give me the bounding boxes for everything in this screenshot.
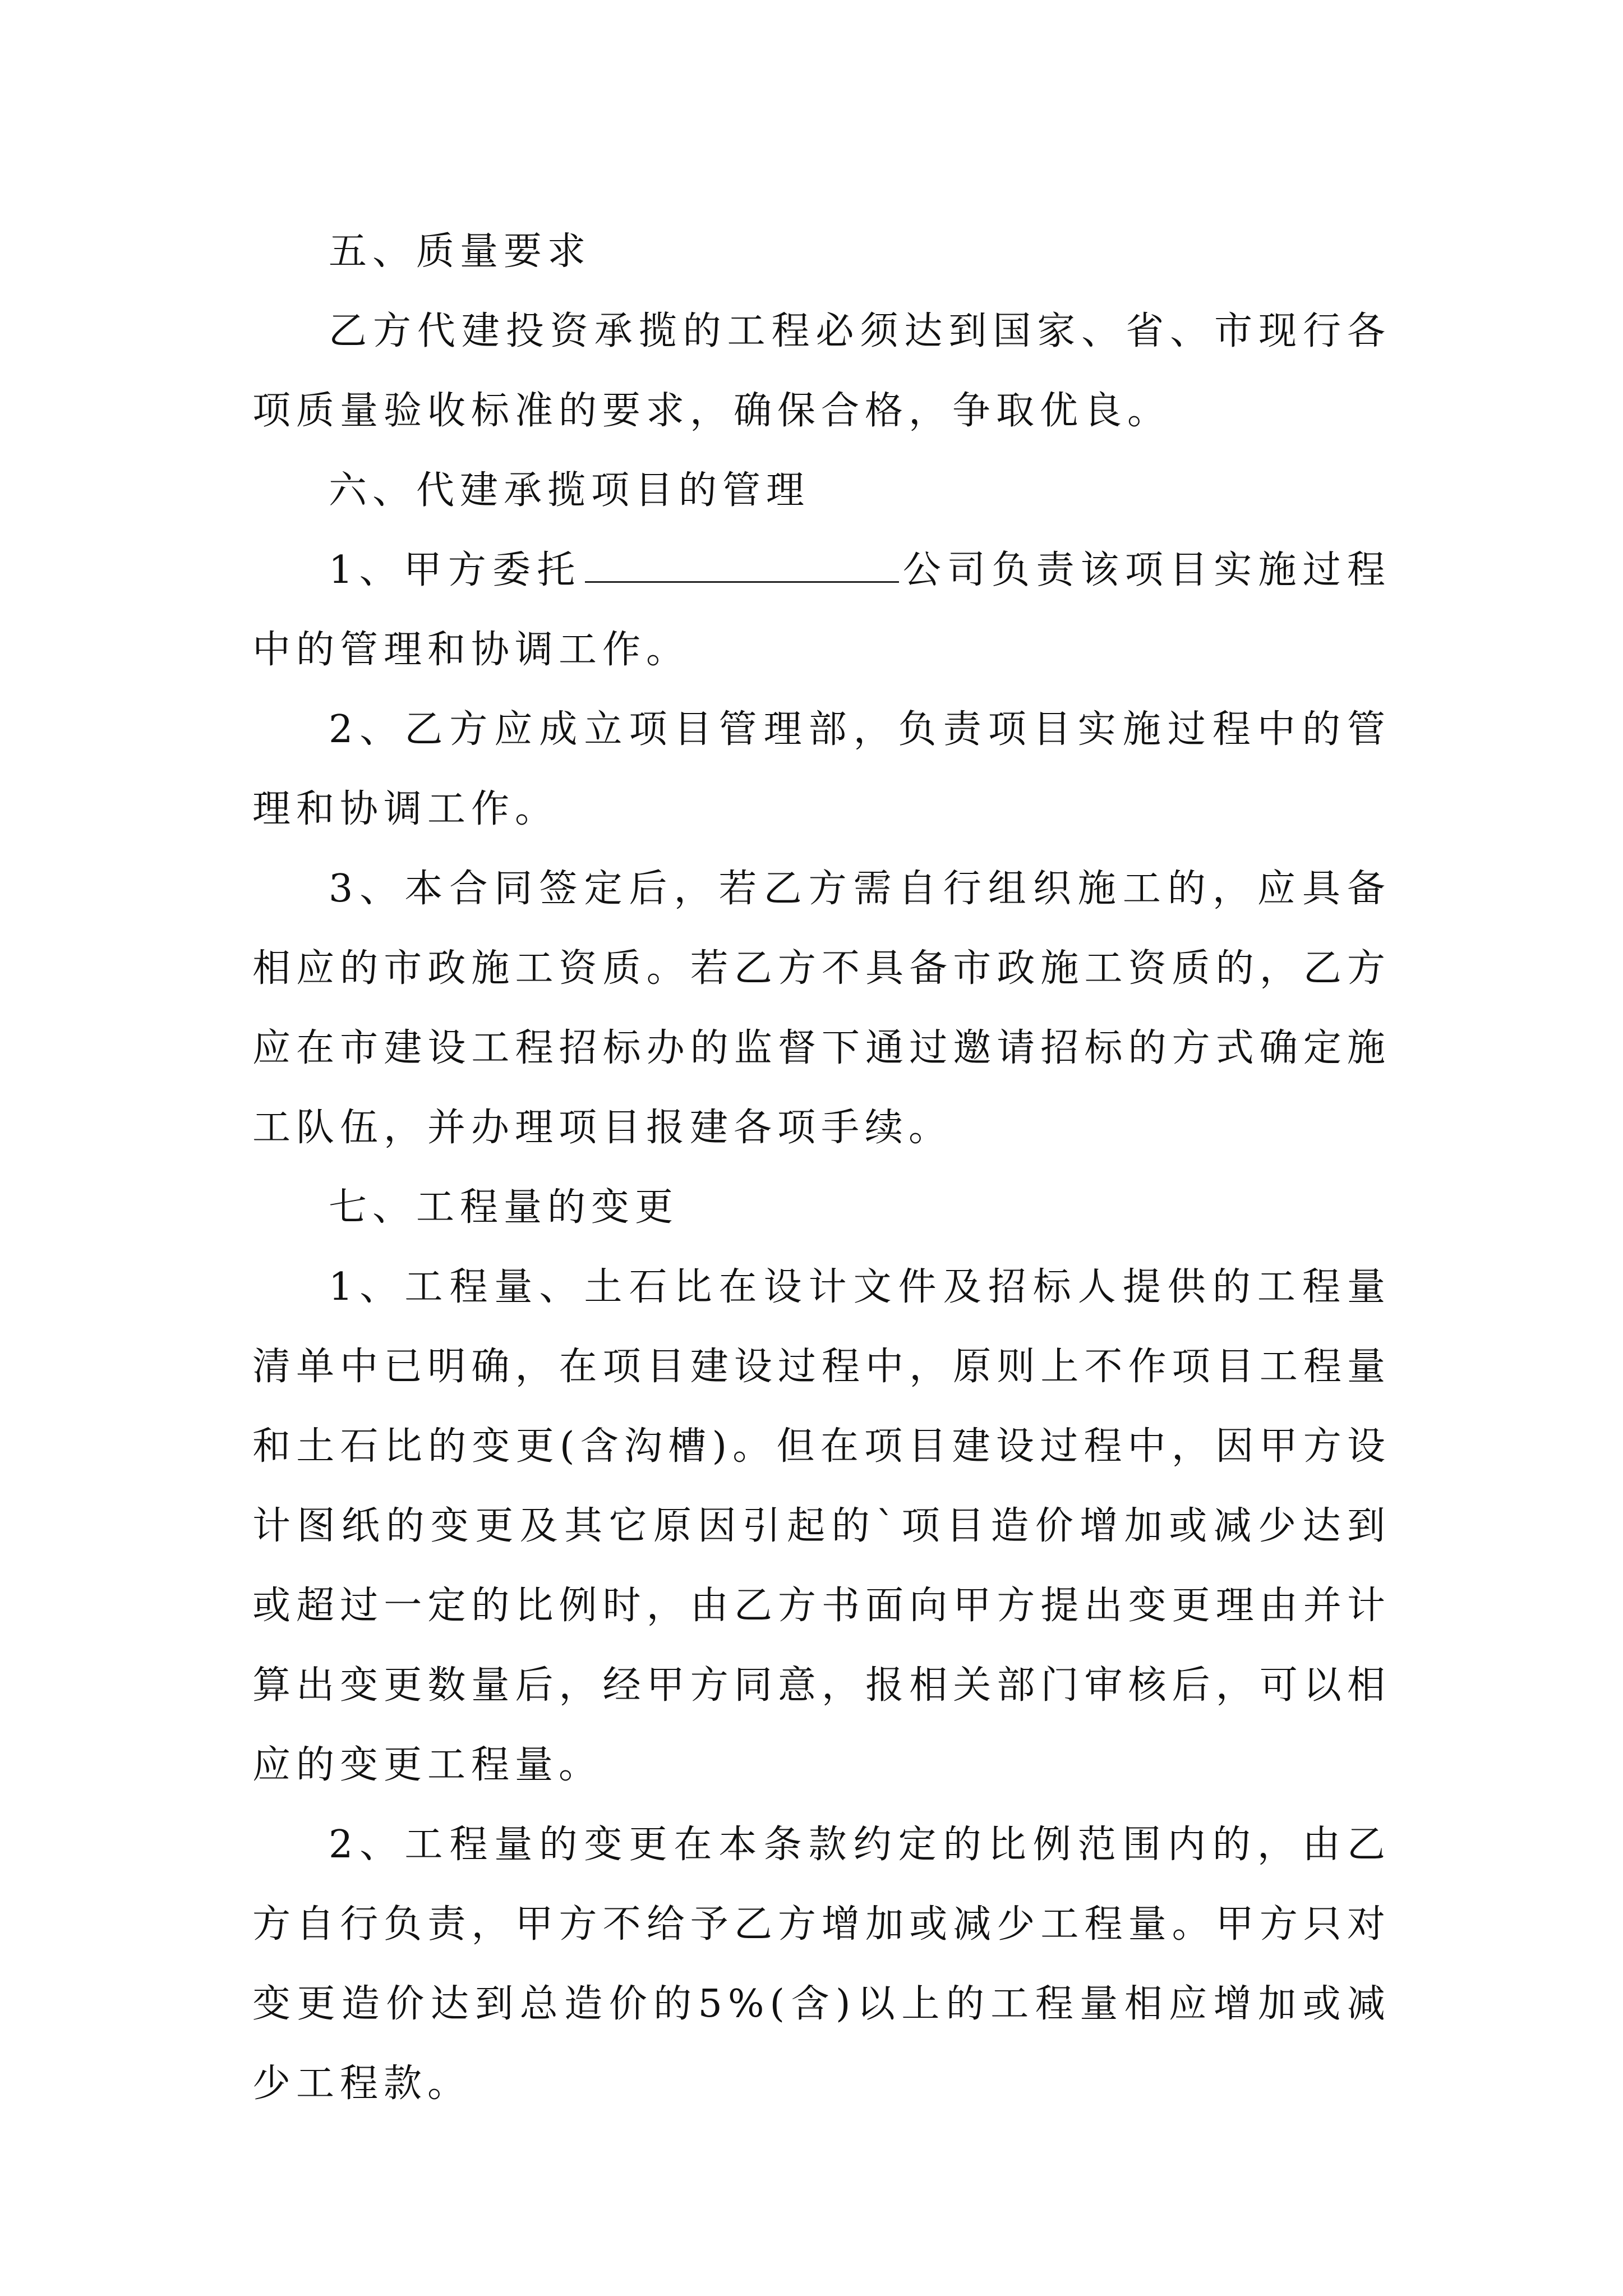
- fill-in-blank-line: [585, 549, 899, 583]
- paragraph-quality-standard: 乙方代建投资承揽的工程必须达到国家、省、市现行各项质量验收标准的要求，确保合格，争取优良。: [252, 309, 1391, 433]
- paragraph-management-3: 3、本合同签定后，若乙方需自行组织施工的，应具备相应的市政施工资质。若乙方不具备市政施工资质的，乙方应在市建设工程招标办的监督下通过邀请招标的方式确定施工队伍，并办理项目报建各项手续。: [252, 867, 1391, 1150]
- paragraph-management-1-lead: 1、甲方委托: [329, 548, 582, 592]
- section-heading-quantity-change: 七、工程量的变更: [329, 1185, 679, 1230]
- paragraph-quantity-change-2: 2、工程量的变更在本条款约定的比例范围内的，由乙方自行负责，甲方不给予乙方增加或减少工程量。甲方只对变更造价达到总造价的5%(含)以上的工程量相应增加或减少工程款。: [252, 1823, 1391, 2106]
- paragraph-quantity-change-1: 1、工程量、土石比在设计文件及招标人提供的工程量清单中已明确，在项目建设过程中，原则上不作项目工程量和土石比的变更(含沟槽)。但在项目建设过程中，因甲方设计图纸的变更及其它原因引起的`项目造价增加或减少达到或超过一定的比例时，由乙方书面向甲方提出变更理由并计算出变更数量后，经甲方同意，报相关部门审核后，可以相应的变更工程量。: [252, 1265, 1391, 1787]
- paragraph-management-2: 2、乙方应成立项目管理部，负责项目实施过程中的管理和协调工作。: [252, 707, 1391, 831]
- paragraph-management-1: [252, 531, 1391, 690]
- section-heading-management: 六、代建承揽项目的管理: [329, 468, 810, 513]
- section-heading-quality: 五、质量要求: [329, 229, 592, 274]
- paragraph-management-1-rest: 公司负责该项目实施过程中的管理和协调工作。: [252, 548, 1391, 672]
- document-body: [252, 212, 1391, 2124]
